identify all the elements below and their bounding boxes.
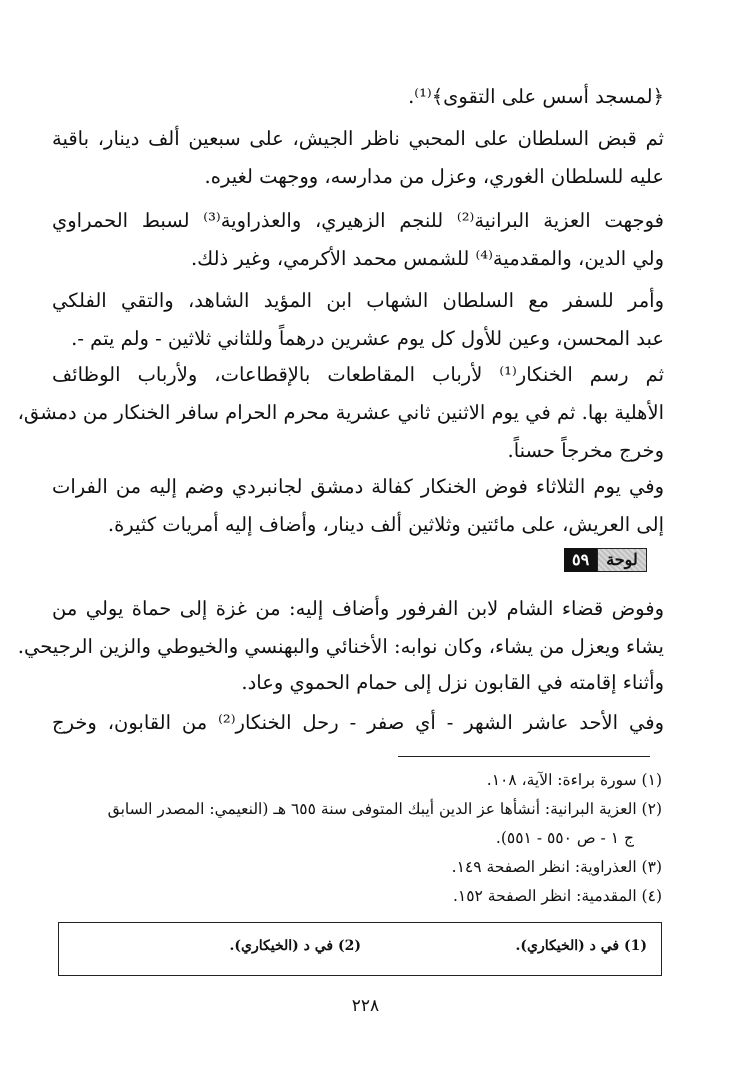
text-line: وأثناء إقامته في القابون نزل إلى حمام الحموي وعاد. [241, 671, 664, 694]
text-line: وفي يوم الثلاثاء فوض الخنكار كفالة دمشق لجانبردي وضم إليه من الفرات [52, 475, 664, 498]
paragraph-7 [17, 590, 664, 666]
footnote: (٢) العزية البرانية: أنشأها عز الدين أيبك المتوفى سنة ٦٥٥ هـ (النعيمي: المصدر السابق [107, 800, 662, 818]
plate-marker [564, 548, 647, 572]
paragraph-2 [52, 120, 664, 196]
text-line: ثم قبض السلطان على المحبي ناظر الجيش، على سبعين ألف دينار، باقية [52, 127, 664, 150]
variant-note: (1) في د (الخيكاري). [515, 938, 647, 954]
text-line: وأمر للسفر مع السلطان الشهاب ابن المؤيد الشاهد، والتقي الفلكي [52, 289, 664, 312]
text-line: عليه للسلطان الغوري، وعزل من مدارسه، ووجهت لغيره. [204, 165, 664, 188]
page-number: ٢٢٨ [351, 996, 380, 1016]
footnote: (٣) العذراوية: انظر الصفحة ١٤٩. [451, 858, 662, 876]
text-line: وخرج مخرجاً حسناً. [507, 439, 664, 462]
paragraph-6 [52, 468, 664, 544]
paragraph-9 [52, 704, 664, 742]
manuscript-variants-box [58, 922, 662, 976]
footnote: (١) سورة براءة: الآية، ١٠٨. [486, 771, 662, 789]
text-line: ﴿لمسجد أسس على التقوى﴾⁽¹⁾. [408, 85, 664, 108]
footnote-continuation: ج ١ - ص ٥٥٠ - ٥٥١). [495, 829, 634, 847]
paragraph-4 [52, 282, 664, 358]
text-line: فوجهت العزية البرانية⁽²⁾ للنجم الزهيري، والعذراوية⁽³⁾ لسبط الحمراوي [52, 209, 664, 232]
text-line: إلى العريش، على مائتين وثلاثين ألف دينار، وأضاف إليه أمريات كثيرة. [107, 513, 664, 536]
footnotes [52, 766, 662, 911]
plate-number: ٥٩ [564, 548, 597, 572]
variant-note: (2) في د (الخيكاري). [229, 938, 361, 954]
paragraph-5 [17, 356, 664, 470]
text-line: وفي الأحد عاشر الشهر - أي صفر - رحل الخنكار⁽²⁾ من القابون، وخرج [52, 711, 664, 734]
footnote-divider [398, 756, 650, 757]
plate-label: لوحة [597, 548, 647, 572]
footnote: (٤) المقدمية: انظر الصفحة ١٥٢. [452, 887, 662, 905]
paragraph-1 [52, 78, 664, 116]
text-line: عبد المحسن، وعين للأول كل يوم عشرين درهماً وللثاني ثلاثين - ولم يتم -. [71, 327, 664, 350]
text-line: ثم رسم الخنكار⁽¹⁾ لأرباب المقاطعات بالإقطاعات، ولأرباب الوظائف [52, 363, 664, 386]
text-line: وفوض قضاء الشام لابن الفرفور وأضاف إليه: من غزة إلى حماة يولي من [52, 597, 664, 620]
text-line: ولي الدين، والمقدمية⁽⁴⁾ للشمس محمد الأكرمي، وغير ذلك. [190, 247, 664, 270]
paragraph-3 [52, 202, 664, 278]
paragraph-8 [52, 664, 664, 702]
text-line: يشاء ويعزل من يشاء، وكان نوابه: الأخنائي والبهنسي والخيوطي والزين الرجيحي. [17, 635, 664, 658]
text-line: الأهلية بها. ثم في يوم الاثنين ثاني عشرية محرم الحرام سافر الخنكار من دمشق، [17, 401, 664, 424]
